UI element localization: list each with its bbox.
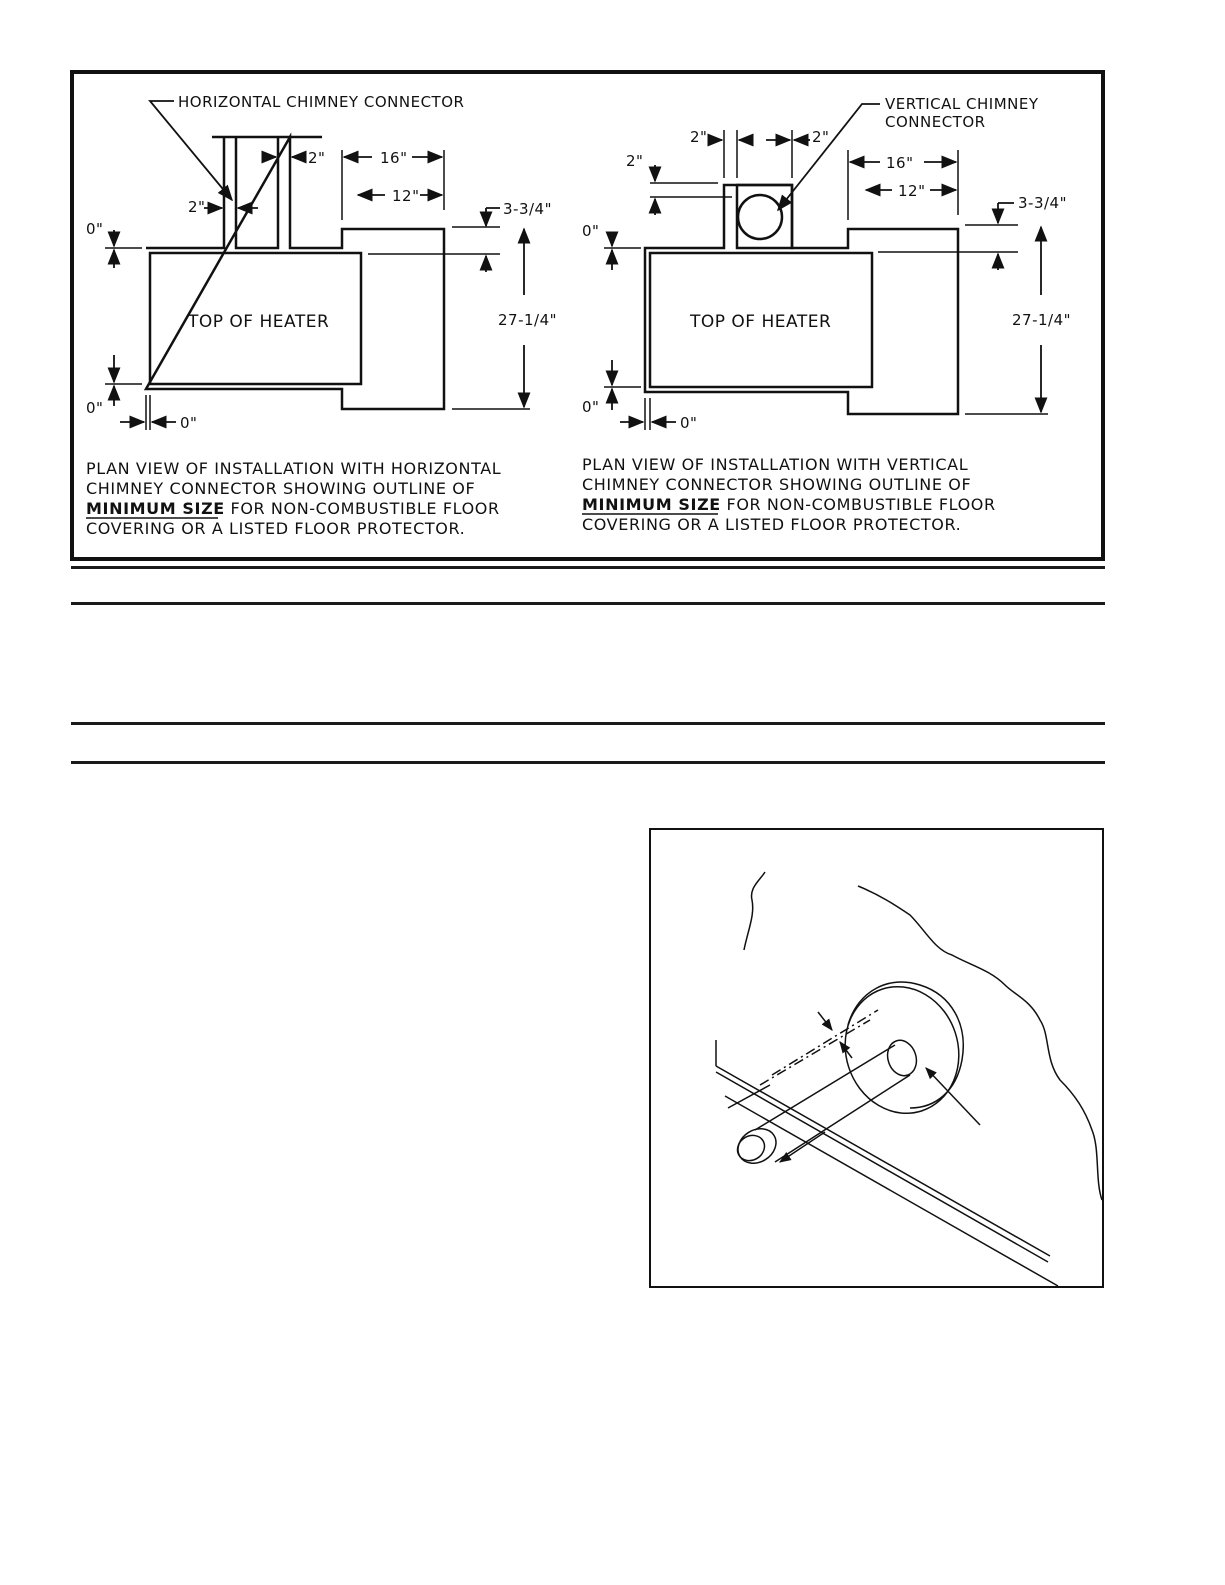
flange-disc bbox=[829, 972, 975, 1128]
svg-text:MINIMUM SIZE FOR NON-COMBUSTIB: MINIMUM SIZE FOR NON-COMBUSTIBLE FLOOR bbox=[86, 499, 500, 518]
right-dim-12: 12" bbox=[898, 182, 926, 200]
surface-edge-right bbox=[858, 886, 1102, 1200]
right-dim-0-bottom: 0" bbox=[582, 398, 600, 416]
svg-text:COVERING OR A LISTED FLOOR PRO: COVERING OR A LISTED FLOOR PROTECTOR. bbox=[86, 519, 466, 538]
left-dim-27-1-4: 27-1/4" bbox=[498, 311, 558, 329]
right-dim-0-side: 0" bbox=[680, 414, 698, 432]
right-connector-label-2: CONNECTOR bbox=[885, 113, 986, 131]
left-dim-16: 16" bbox=[380, 149, 408, 167]
right-dim-16: 16" bbox=[886, 154, 914, 172]
right-dim-27-1-4: 27-1/4" bbox=[1012, 311, 1072, 329]
right-dim-2-top-left: 2" bbox=[690, 128, 708, 146]
svg-text:PLAN VIEW OF INSTALLATION WITH: PLAN VIEW OF INSTALLATION WITH VERTICAL bbox=[582, 455, 969, 474]
right-connector-label-1: VERTICAL CHIMNEY bbox=[885, 95, 1039, 113]
shaft-body bbox=[755, 1045, 910, 1162]
right-dim-3-3-4: 3-3/4" bbox=[1018, 194, 1067, 212]
svg-text:CHIMNEY CONNECTOR SHOWING OUTL: CHIMNEY CONNECTOR SHOWING OUTLINE OF bbox=[86, 479, 476, 498]
left-dim-2-right: 2" bbox=[308, 149, 326, 167]
shaft-knurled-end bbox=[732, 1122, 783, 1170]
left-dim-2-left: 2" bbox=[188, 198, 206, 216]
left-connector-label: HORIZONTAL CHIMNEY CONNECTOR bbox=[178, 93, 465, 111]
left-dim-0-side: 0" bbox=[180, 414, 198, 432]
svg-text:CHIMNEY CONNECTOR SHOWING OUTL: CHIMNEY CONNECTOR SHOWING OUTLINE OF bbox=[582, 475, 972, 494]
flange-hole bbox=[883, 1037, 921, 1080]
left-dim-12: 12" bbox=[392, 187, 420, 205]
right-dim-0-top: 0" bbox=[582, 222, 600, 240]
left-heater-label: TOP OF HEATER bbox=[188, 312, 330, 332]
svg-text:MINIMUM SIZE FOR NON-COMBUSTIB: MINIMUM SIZE FOR NON-COMBUSTIBLE FLOOR bbox=[582, 495, 996, 514]
plank-edge bbox=[716, 1066, 1058, 1286]
surface-edge-left bbox=[744, 872, 765, 950]
right-dim-2-top-right: 2" bbox=[812, 128, 830, 146]
svg-text:PLAN VIEW OF INSTALLATION WITH: PLAN VIEW OF INSTALLATION WITH HORIZONTAL bbox=[86, 459, 502, 478]
left-dim-0-bottom: 0" bbox=[86, 399, 104, 417]
illustration-frame bbox=[650, 829, 1103, 1287]
right-heater-label: TOP OF HEATER bbox=[690, 312, 832, 332]
right-dim-2-side: 2" bbox=[626, 152, 644, 170]
left-dim-0-top: 0" bbox=[86, 220, 104, 238]
svg-text:COVERING OR A LISTED FLOOR PRO: COVERING OR A LISTED FLOOR PROTECTOR. bbox=[582, 515, 962, 534]
left-dim-3-3-4: 3-3/4" bbox=[503, 200, 552, 218]
